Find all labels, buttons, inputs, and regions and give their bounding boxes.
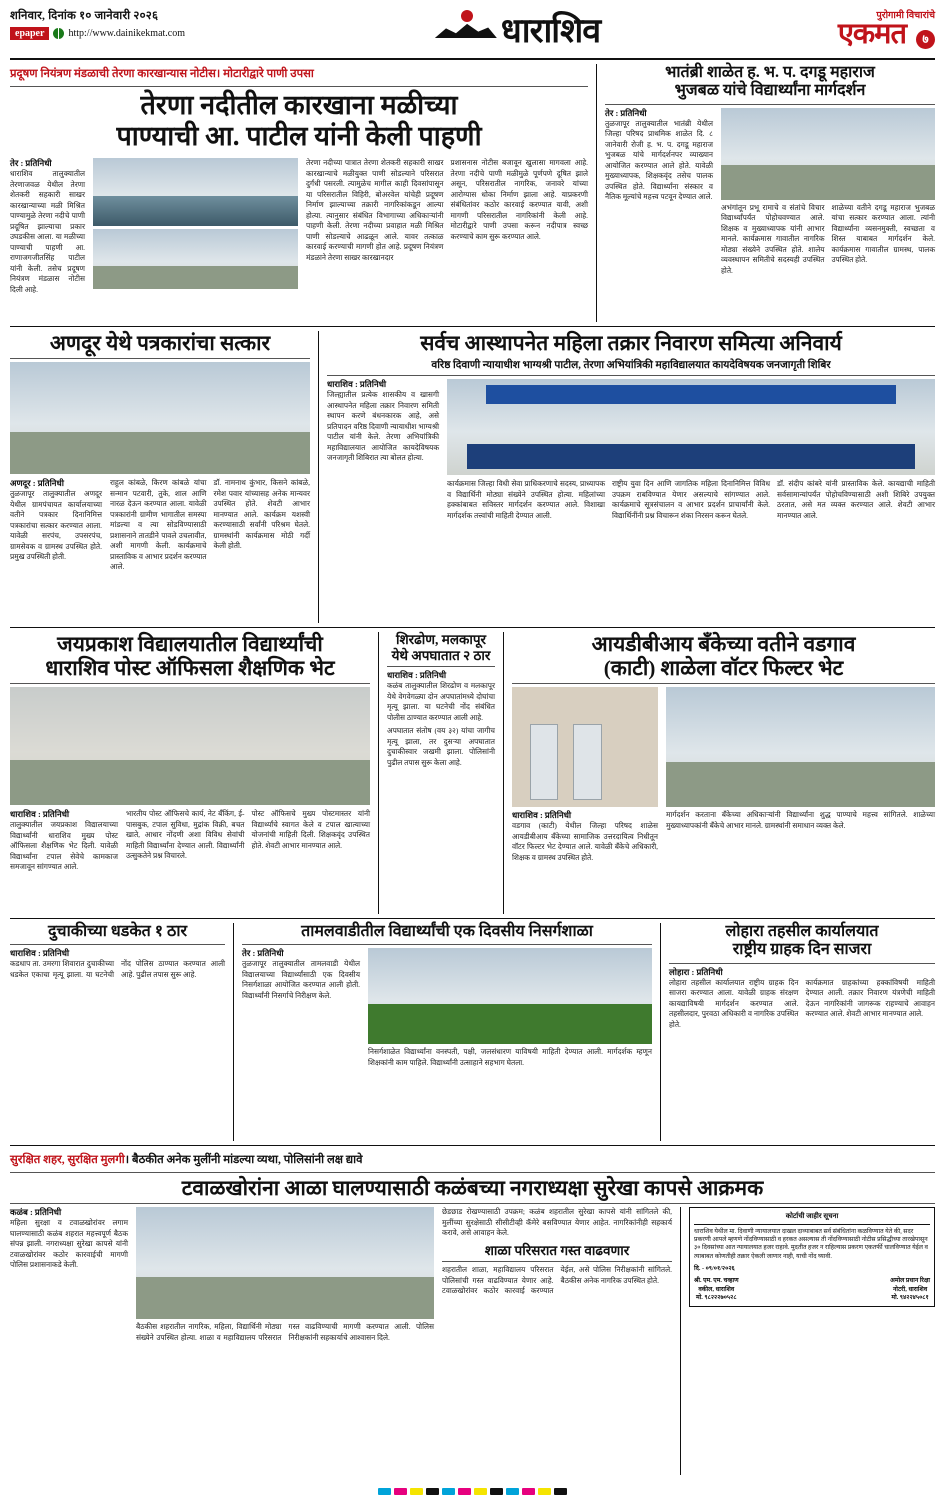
court-notice — [689, 1207, 935, 1307]
bottom-photo-meeting — [136, 1207, 434, 1319]
lohara-headline-1: लोहारा तहसील कार्यालयात — [725, 923, 879, 940]
lead-headline-1: तेरणा नदीतील कारखाना मळीच्या — [140, 90, 458, 120]
notice-date: दि. - ०९/०१/२०२६ — [694, 1265, 735, 1273]
color-swatch — [554, 1488, 567, 1495]
lead-col-3: प्रशासनास नोटीस बजावून खुलासा मागवला आहे. तेरणा नदीचे पाणी मळीमुळे पूर्णपणे दूषित झाले असून, परिसरातील नागरिक, जनावरे यांच्या आरोग्यास धोका निर्माण झाला आहे. याप्रकरणी संबंधितांवर कठोर कारवाई करण्यात यावी, अशी मागणी परिसरातील नागरिकांनी केली आहे. मोटारीद्वारे पाणी उपसा करून नदीपात्र स्वच्छ करण्याचे काम सुरू करण्यात आले. — [450, 158, 588, 241]
nature-col-2: निसर्गशाळेत विद्यार्थ्यांना वनस्पती, पक्षी, जलसंधारण याविषयी माहिती देण्यात आली. मार्गदर्शक म्हणून शिक्षकांनी काम पाहिले. विद्यार्थ्यांनी उत्साहाने सहभाग घेतला. — [368, 1047, 652, 1067]
color-swatch — [506, 1488, 519, 1495]
notice-sign-left — [694, 1277, 739, 1302]
andur-photo — [10, 362, 310, 474]
notice-sign-right-role: नोटरी, धाराशिव — [892, 1285, 928, 1293]
idbi-headline-1: आयडीबीआय बँकेच्या वतीने वडगाव — [591, 632, 856, 656]
notice-sign-left-name: श्री. एम. एम. चव्हाण — [694, 1277, 739, 1285]
notice-sign-left-phone: मो. ९८२२२७०५२८ — [696, 1294, 737, 1302]
color-swatch — [410, 1488, 423, 1495]
lead-article — [10, 64, 588, 322]
idbi-article — [503, 632, 935, 914]
idbi-headline-2: (काटी) शाळेला वॉटर फिल्टर भेट — [603, 656, 844, 681]
andur-byline: अणदूर : प्रतिनिधी — [10, 478, 64, 489]
row-four — [10, 923, 935, 1141]
topright-article — [596, 64, 935, 322]
topright-byline: तेर : प्रतिनिधी — [605, 107, 647, 118]
accident-col-1: कडधाप ता. उमरगा शिवारात दुचाकीच्या धडकेत एकाचा मृत्यू झाला. या घटनेची नोंद पोलिस ठाण्यात करण्यात आली आहे. पुढील तपास सुरू आहे. — [10, 959, 225, 979]
idbi-col-1: वडगाव (काटी) येथील जिल्हा परिषद शाळेस आयडीबीआय बँकेच्या सामाजिक उत्तरदायित्व निधीतून वॉटर फिल्टर भेट देण्यात आले. यावेळी बँकेचे अधिकारी, शिक्षक व ग्रामस्थ उपस्थित होते. — [512, 821, 658, 862]
lead-photo-group — [93, 229, 298, 289]
bottom-col-4: शहरातील शाळा, महाविद्यालय परिसरात पोलिसांची गस्त वाढविण्यात येणार आहे. टवाळखोरांवर कठोर कारवाई करण्यात येईल, असे पोलिस निरीक्षकांनी सांगितले. बैठकीस अनेक नागरिक उपस्थित होते. — [442, 1265, 672, 1296]
color-swatch — [538, 1488, 551, 1495]
mahila-col-3: राष्ट्रीय युवा दिन आणि जागतिक महिला दिनानिमित्त विविध उपक्रम राबविण्यात येणार असल्याचे सांगण्यात आले. कार्यक्रमाचे सूत्रसंचालन व आभार प्रदर्शन प्राचार्यांनी केले. विद्यार्थिनींनी प्रश्न विचारून शंका निरसन करून घेतले. — [612, 479, 770, 520]
shirdhon-col-2: अपघातात संतोष (वय ३२) यांचा जागीच मृत्यू झाला, तर दुसऱ्या अपघातात दुचाकीस्वार जखमी झाला. पोलिसांनी पुढील तपास सुरू केला आहे. — [387, 726, 495, 767]
lead-headline-2: पाण्याची आ. पाटील यांनी केली पाहणी — [116, 121, 482, 152]
idbi-byline: धाराशिव : प्रतिनिधी — [512, 810, 572, 821]
bottom-col-3: छेडछाड रोखण्यासाठी उपक्रम; कळंब शहरातील सुरेखा कापसे यांनी सांगितले की, मुलींच्या सुरक्षेसाठी सीसीटीव्ही कॅमेरे बसविण्यात येणार आहेत. नागरिकांनीही सहकार्य करावे, असे आवाहन केले. — [442, 1207, 672, 1238]
epaper-badge: epaper — [10, 27, 49, 40]
registration-color-bar — [10, 1488, 935, 1495]
mahila-article — [318, 331, 935, 623]
masthead — [10, 8, 935, 60]
andur-headline: अणदूर येथे पत्रकारांचा सत्कार — [49, 331, 271, 355]
mahila-col-4: डॉ. संदीप कांबरे यांनी प्रास्ताविक केले. कायद्याची माहिती सर्वसामान्यांपर्यंत पोहोचविण्यासाठी अशी शिबिरे उपयुक्त ठरतात, असे मत व्यक्त करण्यात आले. शेवटी आभार मानण्यात आले. — [777, 479, 935, 520]
color-swatch — [490, 1488, 503, 1495]
topright-col-1: तुळजापूर तालुक्यातील भातंब्री येथील जिल्हा परिषद प्राथमिक शाळेत दि. ८ जानेवारी रोजी ह. भ. प. दगडू महाराज भुजबळ यांचे मार्गदर्शनपर व्याख्यान आयोजित करण्यात आले होते. यावेळी मुख्याध्यापक, शिक्षकवृंद तसेच पालक उपस्थित होते. विद्यार्थ्यांना संस्कार व नैतिक मूल्यांचे महत्त्व पटवून देण्यात आले. — [605, 118, 713, 202]
topright-photo — [721, 108, 935, 200]
brand-subtitle: पुरोगामी विचारांचे — [876, 11, 935, 21]
idbi-photo — [512, 687, 658, 807]
mahila-col-2: कार्यक्रमास जिल्हा विधी सेवा प्राधिकरणाचे सदस्य, प्राध्यापक व विद्यार्थिनी मोठ्या संख्येने उपस्थित होत्या. महिलांच्या हक्कांबाबत सविस्तर मार्गदर्शन करण्यात आले. विशाखा मार्गदर्शक तत्त्वांची माहिती देण्यात आली. — [447, 479, 605, 520]
bottom-byline: कळंब : प्रतिनिधी — [10, 1207, 62, 1218]
nature-col-1: तुळजापूर तालुक्यातील तामलवाडी येथील विद्यालयाच्या विद्यार्थ्यांसाठी एक दिवसीय निसर्गशाळा आयोजित करण्यात आली होती. विद्यार्थ्यांनी निसर्गाचे निरीक्षण केले. — [242, 959, 360, 1000]
shirdhon-col-1: कळंब तालुक्यातील शिरढोण व मलकापूर येथे वेगवेगळ्या दोन अपघातांमध्ये दोघांचा मृत्यू झाला. या घटनेची नोंद संबंधित पोलीस ठाण्यात करण्यात आली आहे. — [387, 681, 495, 722]
masthead-left — [10, 8, 310, 40]
postoffice-headline-1: जयप्रकाश विद्यालयातील विद्यार्थ्यांची — [57, 632, 323, 656]
andur-col-1: तुळजापूर तालुक्यातील अणदूर येथील ग्रामपंचायत कार्यालयाच्या वतीने पत्रकार दिनानिमित्त पत्रकारांचा सत्कार करण्यात आला. यावेळी सरपंच, उपसरपंच, ग्रामसेवक व ग्रामस्थ उपस्थित होते. प्रमुख उपस्थिती होती. — [10, 489, 102, 562]
lead-byline: तेर : प्रतिनिधी — [10, 158, 52, 169]
topright-headline-1: भातंब्री शाळेत ह. भ. प. दगडू महाराज — [665, 64, 875, 81]
bottom-kicker-rest: । बैठकीत अनेक मुलींनी मांडल्या व्यथा, पोलिसांनी लक्ष द्यावे — [124, 1154, 363, 1166]
bottom-col-2: बैठकीस शहरातील नागरिक, महिला, विद्यार्थिनी मोठ्या संख्येने उपस्थित होत्या. शाळा व महाविद्यालय परिसरात गस्त वाढविण्याची मागणी करण्यात आली. पोलिस निरीक्षकांनी सहकार्याचे आश्वासन दिले. — [136, 1322, 434, 1342]
notice-sign-right — [890, 1277, 930, 1302]
epaper-link[interactable] — [10, 27, 310, 40]
mahila-subhead: वरिष्ठ दिवाणी न्यायाधीश भाग्यश्री पाटील, तेरणा अभियांत्रिकी महाविद्यालयात कायदेविषयक जनजागृती शिबिर — [431, 360, 831, 372]
notice-sign-left-role: वकील, धाराशिव — [698, 1285, 735, 1293]
lead-kicker: प्रदूषण नियंत्रण मंडळाची तेरणा कारखान्यास नोटीस। मोटारीद्वारे पाणी उपसा — [10, 68, 314, 80]
andur-col-2: राहुल कांबळे, किरण कांबळे यांचा सन्मान पटवारी, तुके, शाल आणि नारळ देऊन करण्यात आला. यावेळी पत्रकारांनी ग्रामीण भागातील समस्या मांडल्या व त्या सोडविण्यासाठी प्रशासनाने तातडीने पावले उचलावीत, अशी मागणी केली. कार्यक्रमाचे प्रास्ताविक व आभार प्रदर्शन करण्यात आले. — [110, 478, 207, 572]
bottom-subhead: शाळा परिसरात गस्त वाढवणार — [484, 1242, 630, 1258]
masthead-center — [310, 6, 725, 52]
mahila-col-1: जिल्ह्यातील प्रत्येक शासकीय व खासगी आस्थापनेत महिला तक्रार निवारण समिती स्थापन करणे बंधनकारक आहे, असे प्रतिपादन वरिष्ठ दिवाणी न्यायाधीश भाग्यश्री पाटील यांनी केले. तेरणा अभियांत्रिकी महाविद्यालयात आयोजित कायदेविषयक जनजागृती शिबिरात त्या बोलत होत्या. — [327, 390, 439, 463]
row-lead — [10, 64, 935, 322]
lead-col-1: धाराशिव तालुक्यातील तेरणाजवळ येथील तेरणा शेतकरी सहकारी साखर कारखान्याच्या मळी मिश्रित पाण्यामुळे तेरणा नदीचे पाणी प्रदूषित झाल्याचा प्रकार उघडकीस आला. या मळीच्या पाण्याची पाहणी आ. राणाजगजीतसिंह पाटील यांनी केली. तसेच प्रदूषण नियंत्रण मंडळास नोटीस दिली आहे. — [10, 169, 85, 294]
color-swatch — [522, 1488, 535, 1495]
row-two — [10, 331, 935, 623]
nature-byline: तेर : प्रतिनिधी — [242, 948, 284, 959]
accident-headline: दुचाकीच्या धडकेत १ ठार — [47, 923, 188, 940]
accident-article — [10, 923, 225, 1141]
postoffice-article — [10, 632, 370, 914]
mahila-headline: सर्वच आस्थापनेत महिला तक्रार निवारण समित्या अनिवार्य — [420, 331, 842, 355]
notice-sign-right-name: अमोल प्रधान रिक्षा — [890, 1277, 930, 1285]
postoffice-headline-2: धाराशिव पोस्ट ऑफिसला शैक्षणिक भेट — [45, 656, 335, 681]
notice-body: धाराशिव येथील मा. दिवाणी न्यायालयात दाखल दाव्याबाबत सर्व संबंधितांना कळविण्यात येते की, सदर प्रकरणी आपले म्हणणे नोंदविण्यासाठी व हरकत असल्यास ती नोंदविण्यासाठी नोटीस प्रसिद्धीच्या तारखेपासून ३० दिवसांच्या आत न्यायालयात हजर राहावे. मुदतीत हजर न राहिल्यास प्रकरण एकतर्फी चालविण्यात येईल व त्याबाबत कोणतीही तक्रार ऐकली जाणार नाही, याची नोंद घ्यावी. — [694, 1227, 928, 1260]
lohara-article — [660, 923, 935, 1141]
lead-col-2: तेरणा नदीच्या पात्रात तेरणा शेतकरी सहकारी साखर कारखान्याचे मळीयुक्त पाणी सोडल्याने परिसरात दुर्गंधी पसरली. त्यामुळेच मागील काही दिवसांपासून या परिसरातील विहिरी, बोअरवेल यांचेही प्रदूषण निर्माण झाल्याच्या तक्रारी नागरिकांकडून आल्या होत्या. त्यानुसार संबंधित विभागाच्या अधिकाऱ्यांनी पाहणी केली. तेरणा नदीच्या प्रवाहात मळी मिश्रित पाणी सोडल्याचे आढळून आले. यावर तत्काळ कारवाई करण्याची मागणी होत आहे. प्रदूषण नियंत्रण मंडळाने तेरणा साखर कारखानदार — [306, 158, 444, 262]
epaper-url: http://www.dainikekmat.com — [68, 28, 186, 39]
brand-name: एकमत — [837, 18, 906, 50]
postoffice-photo — [10, 687, 370, 805]
nature-photo — [368, 948, 652, 1044]
idbi-col-2: मार्गदर्शन करताना बँकेच्या अधिकाऱ्यांनी विद्यार्थ्यांना शुद्ध पाण्याचे महत्त्व सांगितले. शाळेच्या मुख्याध्यापकांनी बँकेचे आभार मानले. ग्रामस्थांनी समाधान व्यक्त केले. — [666, 810, 935, 830]
postoffice-byline: धाराशिव : प्रतिनिधी — [10, 809, 70, 820]
postoffice-col-3: पोस्ट ऑफिसचे मुख्य पोस्टमास्तर यांनी विद्यार्थ्यांचे स्वागत केले व टपाल खात्याच्या योजनांची माहिती दिली. शिक्षकवृंद उपस्थित होते. शेवटी आभार मानण्यात आले. — [251, 809, 370, 850]
publication-date: शनिवार, दिनांक १० जानेवारी २०२६ — [10, 10, 159, 22]
shirdhon-article — [378, 632, 495, 914]
color-swatch — [394, 1488, 407, 1495]
idbi-photo-2 — [666, 687, 935, 807]
color-swatch — [474, 1488, 487, 1495]
accident-byline: धाराशिव : प्रतिनिधी — [10, 948, 70, 959]
edition-title: धाराशिव — [500, 13, 601, 50]
bottom-package — [10, 1150, 935, 1475]
lead-photo-river — [93, 158, 298, 226]
lohara-headline-2: राष्ट्रीय ग्राहक दिन साजरा — [732, 941, 872, 959]
nature-article — [233, 923, 652, 1141]
color-swatch — [378, 1488, 391, 1495]
globe-icon — [53, 28, 64, 39]
bottom-headline: टवाळखोरांना आळा घालण्यासाठी कळंबच्या नगराध्यक्षा सुरेखा कापसे आक्रमक — [181, 1176, 764, 1200]
topright-col-3: शाळेच्या वतीने दगडू महाराज भुजबळ यांचा सत्कार करण्यात आला. त्यांनी विद्यार्थ्यांना व्यसनमुक्ती, स्वच्छता व शिस्त याबाबत मार्गदर्शन केले. कार्यक्रमास गावातील ग्रामस्थ, पालक उपस्थित होते. — [831, 202, 935, 265]
bottom-col-1: महिला सुरक्षा व टवाळखोरांवर लगाम घालण्यासाठी कळंब शहरात महत्त्वपूर्ण बैठक संपन्न झाली. नगराध्यक्षा सुरेखा कापसे यांनी टवाळखोरांवर कठोर कारवाईची मागणी पोलिस प्रशासनाकडे केली. — [10, 1218, 128, 1270]
topright-headline-2: भुजबळ यांचे विद्यार्थ्यांना मार्गदर्शन — [674, 82, 866, 100]
notice-sign-right-phone: मो. ९४२२४५०८१ — [891, 1294, 929, 1302]
bottom-kicker-red: सुरक्षित शहर, सुरक्षित मुलगी — [10, 1154, 125, 1166]
lohara-col-1: लोहारा तहसील कार्यालयात राष्ट्रीय ग्राहक दिन साजरा करण्यात आला. यावेळी ग्राहक संरक्षण कायद्याविषयी मार्गदर्शन करण्यात आले. तहसीलदार, पुरवठा अधिकारी व नागरिक उपस्थित होते. — [669, 977, 799, 1029]
nature-headline: तामलवाडीतील विद्यार्थ्यांची एक दिवसीय निसर्गशाळा — [301, 923, 593, 940]
color-swatch — [442, 1488, 455, 1495]
notice-title: कोर्टाची जाहीर सूचना — [694, 1212, 930, 1224]
mahila-photo — [447, 379, 935, 475]
shirdhon-headline-1: शिरढोण, मलकापूर — [395, 632, 487, 647]
mahila-byline: धाराशिव : प्रतिनिधी — [327, 379, 387, 390]
andur-article — [10, 331, 310, 623]
page-number: ७ — [916, 30, 935, 49]
shirdhon-byline: धाराशिव : प्रतिनिधी — [387, 670, 447, 681]
color-swatch — [458, 1488, 471, 1495]
postoffice-col-2: भारतीय पोस्ट ऑफिसचे कार्य, नेट बँकिंग, ई-पासबुक, टपाल सुविधा, मुद्रांक विक्री, बचत खाते, आधार नोंदणी अशा विविध सेवांची माहिती विद्यार्थ्यांना देण्यात आली. विद्यार्थ्यांनी उत्सुकतेने प्रश्न विचारले. — [126, 809, 245, 861]
shirdhon-headline-2: येथे अपघातात २ ठार — [391, 647, 491, 663]
andur-col-3: डॉ. नामनाथ कुंभार, किसने कांबळे, रमेश पवार यांच्यासह अनेक मान्यवर उपस्थित होते. शेवटी आभार मानण्यात आले. कार्यक्रम यशस्वी करण्यासाठी सर्वांनी परिश्रम घेतले. ग्रामस्थांनी कार्यक्रमास मोठी गर्दी केली होती. — [213, 478, 310, 551]
masthead-right — [725, 8, 935, 49]
lohara-col-2: कार्यक्रमात ग्राहकांच्या हक्कांविषयी माहिती देण्यात आली. तक्रार निवारण यंत्रणेची माहिती देऊन नागरिकांनी जागरूक राहण्याचे आवाहन करण्यात आले. शेवटी आभार मानण्यात आले. — [805, 977, 935, 1019]
lohara-byline: लोहारा : प्रतिनिधी — [669, 966, 723, 977]
mountain-sun-icon — [435, 6, 497, 40]
topright-col-2: अभंगांतून प्रभू रामाचे व संतांचे विचार विद्यार्थ्यांपर्यंत पोहोचवण्यात आले. शिक्षक व मुख्याध्यापक यांनी आभार मानले. कार्यक्रमास गावातील नागरिक मोठ्या संख्येने उपस्थित होते. शालेय व्यवस्थापन समितीचे सदस्यही उपस्थित होते. — [721, 202, 825, 275]
bottom-kicker — [10, 1150, 935, 1169]
color-swatch — [426, 1488, 439, 1495]
row-three — [10, 632, 935, 914]
postoffice-col-1: तालुक्यातील जयप्रकाश विद्यालयाच्या विद्यार्थ्यांनी धाराशिव मुख्य पोस्ट ऑफिसला शैक्षणिक भेट दिली. यावेळी विद्यार्थ्यांना टपाल सेवेचे कामकाज समजावून सांगण्यात आले. — [10, 820, 118, 872]
